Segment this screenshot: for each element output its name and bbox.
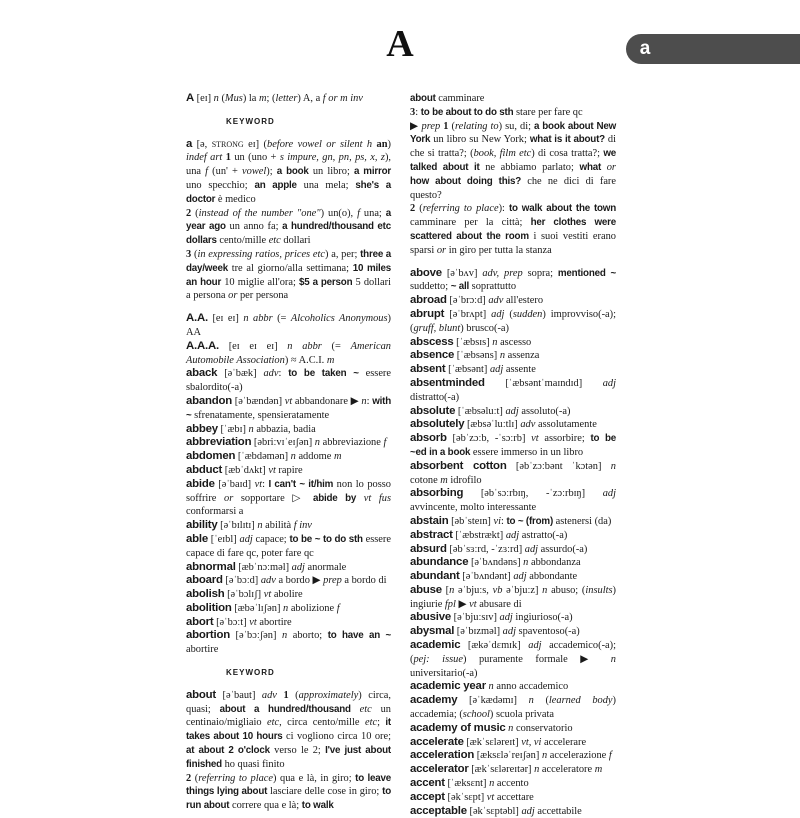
dictionary-entry: absentminded [ˈæbsəntˈmaɪndɪd] adj distratto(-a) — [410, 376, 616, 403]
keyword-label: KEYWORD — [226, 668, 275, 678]
dictionary-entry: acceleration [æksɛləˈreɪʃən] n accelerazione f — [410, 749, 612, 762]
dictionary-entry: absence [ˈæbsəns] n assenza — [410, 349, 540, 362]
dictionary-column-right — [410, 92, 616, 818]
dictionary-entry: accent [ˈæksɛnt] n accento — [410, 777, 529, 790]
dictionary-entry: abscess [ˈæbsɪs] n ascesso — [410, 335, 532, 348]
dictionary-entry: abbreviation [əbriːvɪˈeɪʃən] n abbreviazione f — [186, 436, 387, 449]
dictionary-entry: academic [ækəˈdɛmɪk] adj accademico(-a); (pej: issue) puramente formale ▶ n universitario(-a) — [410, 639, 616, 679]
dictionary-entry: abusive [əˈbjuːsɪv] adj ingiurioso(-a) — [410, 611, 573, 624]
dictionary-entry: academic year n anno accademico — [410, 680, 569, 693]
dictionary-entry: absorbing [əbˈsɔːrbɪŋ, -ˈzɔːrbɪŋ] adj avvincente, molto interessante — [410, 487, 616, 514]
dictionary-entry: abroad [əˈbrɔːd] adv all'estero — [410, 294, 544, 307]
dictionary-entry: academy [əˈkædəmɪ] n (learned body) accademia; (school) scuola privata — [410, 694, 616, 721]
dictionary-entry: abolish [əˈbɔlɪʃ] vt abolire — [186, 588, 303, 601]
dictionary-entry: abstract [ˈæbstrækt] adj astratto(-a) — [410, 528, 568, 541]
dictionary-entry: about camminare 3: to be about to do sth stare per fare qc ▶ prep 1 (relating to) su, di; a book about New York un libro su New York; what is it about? di che si tratta?; (book, film etc) di cosa tratta?; we talked about it ne abbiamo parlato; what or how about doing this? che ne dici di fare questo? 2 (referring to place): to walk about the town camminare per la città; her clothes were scattered about the room i suoi vestiti erano sparsi or in giro per tutta la stanza — [410, 93, 617, 256]
dictionary-entry: abort [əˈbɔːt] vt abortire — [186, 615, 292, 628]
dictionary-entry: A.A. [eɪ eɪ] n abbr (= Alcoholics Anonymous) AA — [186, 312, 391, 338]
dictionary-entry: absorbent cotton [əbˈzɔːbənt ˈkɔtən] n cotone m idrofilo — [410, 459, 616, 486]
dictionary-entry: abortion [əˈbɔːʃən] n aborto; to have an ~ abortire — [186, 629, 391, 656]
dictionary-entry: abnormal [æbˈnɔːməl] adj anormale — [186, 560, 347, 573]
dictionary-entry: absolutely [æbsəˈluːtlɪ] adv assolutamente — [410, 418, 597, 431]
dictionary-entry: accept [əkˈsɛpt] vt accettare — [410, 790, 534, 803]
dictionary-entry: abdomen [ˈæbdəmən] n addome m — [186, 450, 342, 463]
keyword-label: KEYWORD — [226, 116, 275, 126]
dictionary-entry: A [eɪ] n (Mus) la m; (letter) A, a f or m inv — [186, 92, 363, 104]
dictionary-entry: abrupt [əˈbrʌpt] adj (sudden) improvviso(-a); (gruff, blunt) brusco(-a) — [410, 307, 616, 334]
dictionary-entry: abandon [əˈbændən] vt abbandonare ▶ n: with ~ sfrenatamente, spensieratamente — [186, 394, 391, 421]
dictionary-column-left — [186, 92, 391, 813]
dictionary-entry: abuse [n əˈbjuːs, vb əˈbjuːz] n abuso; (insults) ingiurie fpl ▶ vt abusare di — [410, 583, 616, 610]
dictionary-entry: about [əˈbaut] adv 1 (approximately) circa, quasi; about a hundred/thousand etc un centinaio/migliaio etc, circa cento/mille etc; it takes about 10 hours ci vogliono circa 10 ore; at about 2 o'clock verso le 2; I've just about finished ho quasi finito 2 (referring to place) qua e là, in giro; to leave things lying about lasciare delle cose in giro; to run about correre qua e là; to walk — [186, 688, 392, 812]
dictionary-entry: academy of music n conservatorio — [410, 721, 573, 734]
dictionary-entry: accelerate [ækˈsɛləreɪt] vt, vi accelerare — [410, 735, 587, 748]
dictionary-entry: ability [əˈbɪlɪtɪ] n abilità f inv — [186, 519, 312, 532]
dictionary-entry: abide [əˈbaɪd] vt: I can't ~ it/him non lo posso soffrire or sopportare ▷ abide by vt fus conformarsi a — [186, 477, 391, 518]
dictionary-entry: abundant [əˈbʌndənt] adj abbondante — [410, 570, 578, 583]
dictionary-entry: abstain [əbˈsteɪn] vi: to ~ (from) astenersi (da) — [410, 514, 612, 527]
thumb-tab-letter: a — [639, 38, 651, 59]
dictionary-entry: abbey [ˈæbɪ] n abbazia, badia — [186, 422, 316, 435]
dictionary-entry: acceptable [əkˈsɛptəbl] adj accettabile — [410, 804, 582, 817]
dictionary-entry: abysmal [əˈbɪzməl] adj spaventoso(-a) — [410, 625, 580, 638]
page-letter-heading: A — [386, 23, 414, 65]
dictionary-entry: absurd [əbˈsɜːrd, -ˈzɜːrd] adj assurdo(-a) — [410, 542, 588, 555]
dictionary-entry: a [ə, STRONG eɪ] (before vowel or silent h an) indef art 1 un (uno + s impure, gn, pn, ps, x, z), una f (un' + vowel); a book un libro; a mirror uno specchio; an apple una mela; she's a doctor è medico 2 (instead of the number "one") un(o), f una; a year ago un anno fa; a hundred/thousand etc dollars cento/mille etc dollari 3 (in expressing ratios, prices etc) a, per; three a day/week tre al giorno/alla settimana; 10 miles an hour 10 miglie all'ora; $5 a person 5 dollari a persona or per persona — [186, 137, 392, 302]
dictionary-entry: accelerator [ækˈsɛləreɪtər] n acceleratore m — [410, 763, 603, 776]
dictionary-entry: aback [əˈbæk] adv: to be taken ~ essere sbalordito(-a) — [186, 367, 392, 394]
dictionary-entry: able [ˈeɪbl] adj capace; to be ~ to do sth essere capace di fare qc, poter fare qc — [186, 532, 391, 559]
dictionary-entry: absent [ˈæbsənt] adj assente — [410, 363, 536, 376]
dictionary-entry: aboard [əˈbɔːd] adv a bordo ▶ prep a bordo di — [186, 574, 387, 587]
alphabet-thumb-tab — [626, 34, 800, 64]
dictionary-entry: abundance [əˈbʌndəns] n abbondanza — [410, 556, 581, 569]
dictionary-entry: A.A.A. [eɪ eɪ eɪ] n abbr (= American Automobile Association) ≈ A.C.I. m — [186, 339, 391, 366]
dictionary-entry: above [əˈbʌv] adv, prep sopra; mentioned ~ suddetto; ~ all soprattutto — [410, 266, 616, 293]
dictionary-entry: abduct [æbˈdʌkt] vt rapire — [186, 463, 303, 476]
dictionary-entry: absorb [əbˈzɔːb, -ˈsɔːrb] vt assorbire; to be ~ed in a book essere immerso in un libro — [410, 432, 616, 458]
dictionary-entry: absolute [ˈæbsəluːt] adj assoluto(-a) — [410, 404, 571, 417]
dictionary-entry: abolition [æbəˈlɪʃən] n abolizione f — [186, 601, 340, 614]
